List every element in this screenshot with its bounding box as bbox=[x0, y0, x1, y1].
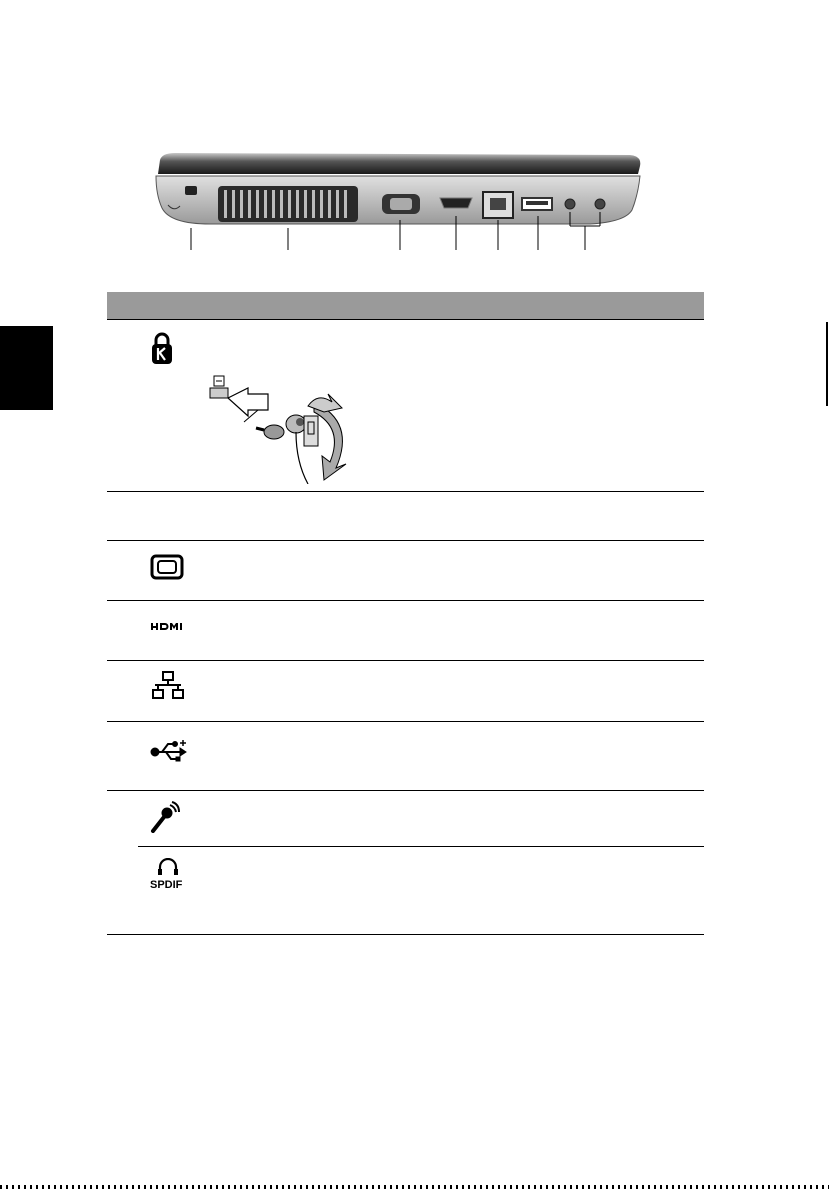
row-divider bbox=[107, 319, 704, 320]
laptop-lid bbox=[158, 153, 640, 174]
kensington-lock-icon bbox=[150, 331, 174, 365]
ethernet-port bbox=[483, 192, 513, 218]
ethernet-network-icon bbox=[150, 670, 186, 700]
margin-rule bbox=[826, 322, 828, 406]
table-header-row bbox=[107, 292, 704, 319]
row-divider bbox=[107, 934, 704, 935]
row-divider bbox=[107, 540, 704, 541]
row-divider bbox=[107, 721, 704, 722]
external-display-vga-icon bbox=[150, 554, 184, 580]
row-divider bbox=[107, 660, 704, 661]
mic-jack bbox=[565, 199, 575, 209]
chapter-side-tab bbox=[0, 326, 53, 410]
microphone-icon bbox=[150, 801, 180, 833]
lock-slot bbox=[185, 186, 197, 195]
page-edge-marks bbox=[0, 1185, 829, 1189]
ventilation-grille bbox=[218, 186, 358, 222]
laptop-side-view-figure bbox=[150, 150, 650, 250]
headphone-jack bbox=[595, 199, 605, 209]
row-divider bbox=[107, 600, 704, 601]
spdif-label: SPDIF bbox=[150, 879, 183, 890]
hdmi-port bbox=[440, 198, 472, 208]
vga-port bbox=[382, 194, 420, 214]
row-divider bbox=[107, 790, 704, 791]
usb-port bbox=[522, 198, 552, 210]
headphones-spdif-icon bbox=[150, 858, 186, 890]
row-divider bbox=[138, 846, 704, 847]
hdmi-icon bbox=[150, 621, 186, 633]
usb-icon bbox=[150, 738, 188, 764]
row-divider bbox=[107, 491, 704, 492]
lock-cable-illustration bbox=[196, 372, 358, 484]
